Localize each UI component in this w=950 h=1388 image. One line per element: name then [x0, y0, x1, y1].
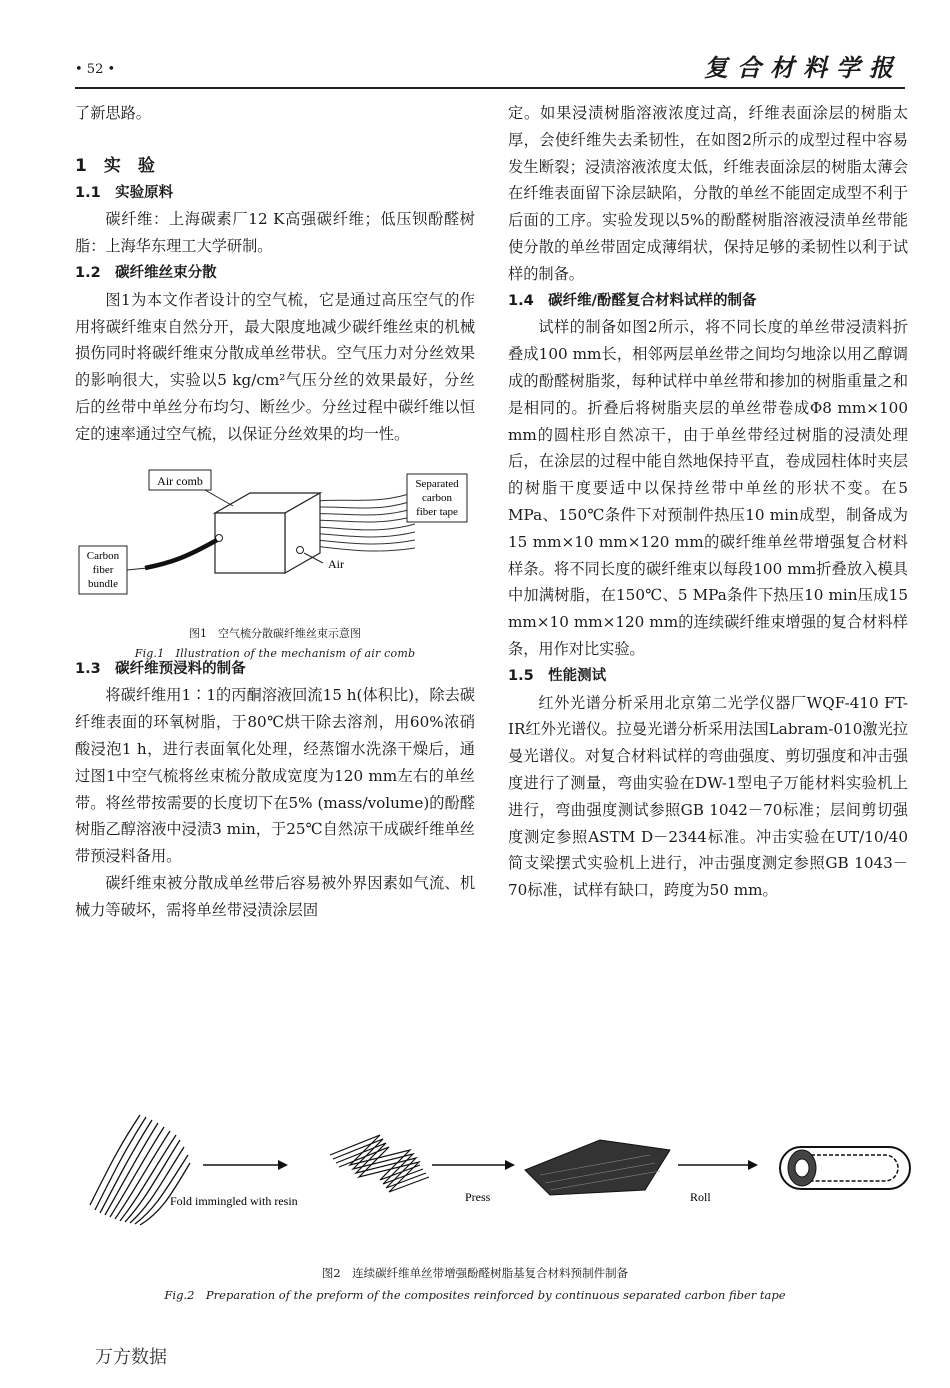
figure-2-caption-en: Fig.2 Preparation of the preform of the composites reinforced by continuous separated carbon fiber tape [164, 1288, 786, 1302]
separated-label-1: Separated [415, 477, 459, 490]
fold-label: Fold immingled with resin [170, 1194, 298, 1208]
air-label: Air [328, 556, 344, 571]
section-1-5-title: 1.5 性能测试 [508, 667, 607, 684]
figure-1-caption-cn: 图1 空气梳分散碳纤维丝束示意图 [189, 627, 361, 641]
page-number: • 52 • [75, 62, 116, 77]
bundle-label-2: fiber [92, 563, 114, 576]
section-1-4-text: 试样的制备如图2所示，将不同长度的单丝带浸渍料折叠成100 mm长，相邻两层单丝带之间均匀地涂以用乙醇调成的酚醛树脂浆，每种试样中单丝带和掺加的树脂重量之和是相同的。折叠后将树脂夹层的单丝带卷成Φ8 mm×100 mm的圆柱形自然凉干，由于单丝带经过树脂的浸渍处理后，在涂层的过程中能自然地保持平直，卷成园柱体时夹层的树脂干度要适中以保持丝带中单丝的形状不变。在5 MPa、150℃条件下对预制件热压10 min成型，制备成为15 mm×10 mm×120 mm的碳纤维单丝带增强复合材料样条。将不同长度的碳纤维束以每段100 mm折叠放入模具中加满树脂，在150℃、5 MPa条件下热压10 min压成15 mm×10 mm×120 mm的连续碳纤维束增强的复合材料样条，用作对比实验。 [508, 318, 908, 658]
bundle-label-3: bundle [88, 577, 118, 590]
fiber-tape-stage [90, 1115, 190, 1225]
section-1-1-text: 碳纤维：上海碳素厂12 K高强碳纤维；低压钡酚醛树脂：上海华东理工大学研制。 [75, 210, 475, 256]
section-1-4-title: 1.4 碳纤维/酚醛复合材料试样的制备 [508, 292, 757, 309]
right-column [508, 100, 908, 904]
section-1-3-text: 将碳纤维用1∶1的丙酮溶液回流15 h(体积比)，除去碳纤维表面的环氧树脂，于80℃烘干除去溶剂，用60%浓硝酸浸泡1 h，进行表面氧化处理，经蒸馏水洗涤干燥后，通过图1中空气梳将丝束梳分散成宽度为120 mm左右的单丝带。将丝带按需要的长度切下在5% (mass/volume)的酚醛树脂乙醇溶液中浸渍3 min，于25℃自然凉干成碳纤维单丝带预浸料备用。 [75, 686, 475, 866]
air-comb-label: Air comb [157, 473, 203, 488]
figure-2-caption-cn: 图2 连续碳纤维单丝带增强酚醛树脂基复合材料预制件制备 [321, 1266, 629, 1280]
fiber-bundle [145, 540, 217, 568]
section-1-2-title: 1.2 碳纤维丝束分散 [75, 264, 217, 281]
opening-line: 了新思路。 [75, 104, 151, 122]
section-1-1-title: 1.1 实验原料 [75, 184, 174, 201]
section-1-2-text: 图1为本文作者设计的空气梳，它是通过高压空气的作用将碳纤维束自然分开，最大限度地减少碳纤维丝束的机械损伤同时将碳纤维束分散成单丝带状。空气压力对分丝效果的影响很大，实验以5 kg/cm²气压分丝的效果最好，分丝后的丝带中单丝分布均匀、断丝少。分丝过程中碳纤维以恒定的速率通过空气梳，以保证分丝效果的均一性。 [75, 290, 475, 443]
section-1-3-title: 1.3 碳纤维预浸料的制备 [75, 660, 246, 677]
journal-title: 复合材料学报 [704, 53, 902, 82]
figure-2 [80, 1105, 920, 1235]
section-1-5-text: 红外光谱分析采用北京第二光学仪器厂WQF-410 FT-IR红外光谱仪。拉曼光谱分析采用法国Labram-010激光拉曼光谱仪。对复合材料试样的弯曲强度、剪切强度和冲击强度进行了测量，弯曲实验在DW-1型电子万能材料实验机上进行，弯曲强度测试参照GB 1042－70标准；层间剪切强度测定参照ASTM D－2344标准。冲击实验在UT/10/40简支梁摆式实验机上进行，冲击强度测定参照GB 1043－70标准，试样有缺口，跨度为50 mm。 [508, 693, 908, 900]
air-comb-leader [205, 490, 233, 506]
arrow-1-head [278, 1160, 288, 1170]
separated-label-3: fiber tape [416, 505, 458, 518]
arrow-2-head [505, 1160, 515, 1170]
bundle-label-1: Carbon [86, 549, 120, 562]
pressed-stage [525, 1140, 670, 1195]
figure-1 [75, 458, 475, 661]
rolled-stage [780, 1147, 910, 1189]
left-column [75, 100, 475, 924]
section-1-title: 1 实 验 [75, 155, 155, 176]
watermark-text: 万方数据 [95, 1347, 167, 1368]
section-1-3-text-2: 碳纤维束被分散成单丝带后容易被外界因素如气流、机械力等破坏，需将单丝带浸渍涂层固 [75, 873, 475, 919]
figure-1-caption-en: Fig.1 Illustration of the mechanism of air comb [134, 647, 416, 661]
continued-text: 定。如果浸渍树脂溶液浓度过高，纤维表面涂层的树脂太厚，会使纤维失去柔韧性，在如图2所示的成型过程中容易发生断裂；浸渍溶液浓度太低，纤维表面涂层的树脂太薄会在纤维表面留下涂层缺陷，分散的单丝不能固定成型不利于后面的工序。实验发现以5%的酚醛树脂溶液浸渍单丝带能使分散的单丝带固定成薄绢状，保持足够的柔韧性以利于试样的制备。 [508, 104, 908, 283]
header-rule [75, 87, 905, 89]
press-label: Press [465, 1190, 491, 1204]
air-port [297, 546, 304, 553]
bundle-leader [127, 568, 147, 570]
folded-stage [330, 1135, 429, 1192]
separated-label-2: carbon [422, 491, 452, 504]
preform-process-diagram [80, 1105, 920, 1235]
arrow-3-head [748, 1160, 758, 1170]
air-comb-diagram [75, 458, 475, 608]
roll-label: Roll [690, 1190, 711, 1204]
